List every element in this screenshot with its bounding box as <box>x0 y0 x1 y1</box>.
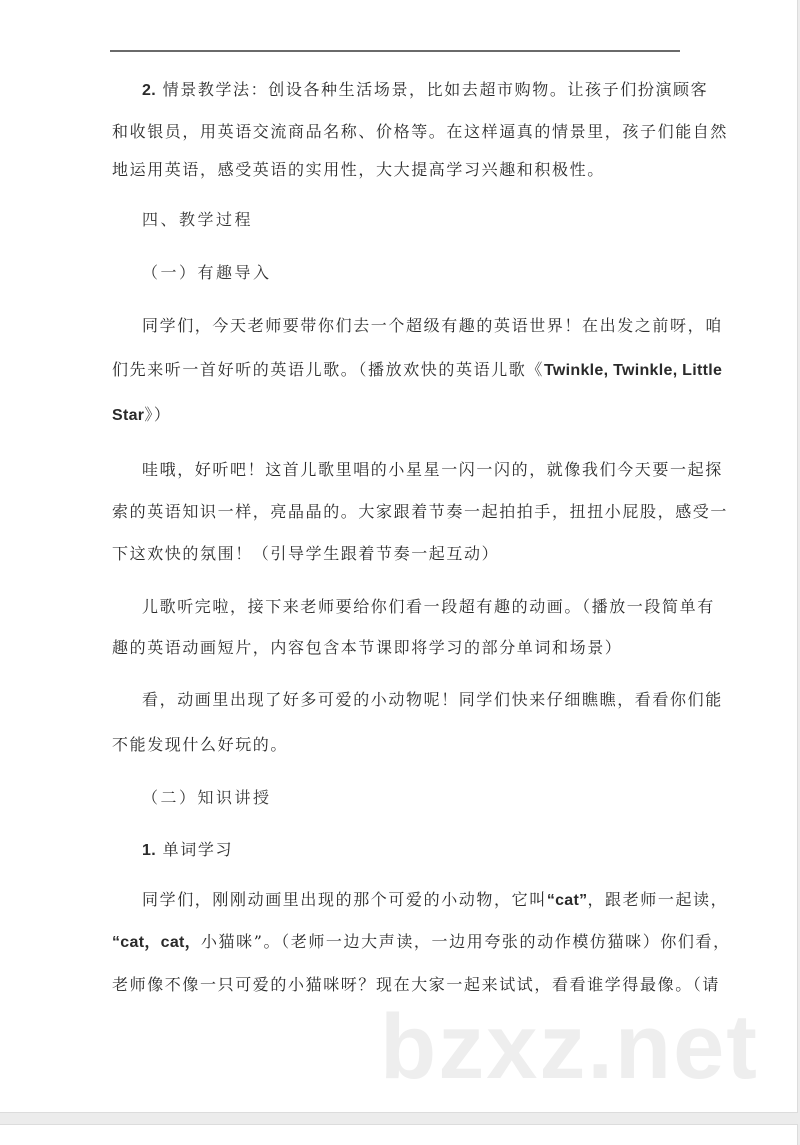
list-number: 2. <box>142 82 156 99</box>
watermark: bzxz.net <box>380 996 759 1098</box>
subsection-heading: （一）有趣导入 <box>142 263 272 282</box>
paragraph-line: 老师像不像一只可爱的小猫咪呀？现在大家一起来试试，看看谁学得最像。（请 <box>112 975 721 994</box>
paragraph-line: 索的英语知识一样，亮晶晶的。大家跟着节奏一起拍拍手，扭扭小屁股，感受一 <box>112 502 729 521</box>
vocab-word: “cat” <box>546 892 588 909</box>
list-heading: 1. 单词学习 <box>142 840 234 859</box>
paragraph-line: 儿歌听完啦，接下来老师要给你们看一段超有趣的动画。（播放一段简单有 <box>142 597 715 616</box>
paragraph-line: 同学们，刚刚动画里出现的那个可爱的小动物，它叫“cat”，跟老师一起读， <box>142 890 729 909</box>
paragraph-line: “cat，cat，小猫咪”。（老师一边大声读，一边用夸张的动作模仿猫咪）你们看， <box>112 932 731 951</box>
header-rule <box>110 50 680 52</box>
song-title: Twinkle, Twinkle, Little <box>544 362 723 379</box>
subsection-heading: （二）知识讲授 <box>142 788 272 807</box>
paragraph-line: 地运用英语，感受英语的实用性，大大提高学习兴趣和积极性。 <box>112 160 605 179</box>
paragraph-line: 不能发现什么好玩的。 <box>112 735 289 754</box>
paragraph-line: 哇哦，好听吧！这首儿歌里唱的小星星一闪一闪的，就像我们今天要一起探 <box>142 460 723 479</box>
paragraph-line: 和收银员，用英语交流商品名称、价格等。在这样逼真的情景里，孩子们能自然 <box>112 122 729 141</box>
section-heading: 四、教学过程 <box>142 210 254 229</box>
paragraph-line: 趣的英语动画短片，内容包含本节课即将学习的部分单词和场景） <box>112 638 623 657</box>
paragraph-line: 下这欢快的氛围！（引导学生跟着节奏一起互动） <box>112 544 500 563</box>
paragraph-line: 看，动画里出现了好多可爱的小动物呢！同学们快来仔细瞧瞧，看看你们能 <box>142 690 723 709</box>
paragraph-line: 2. 情景教学法：创设各种生活场景，比如去超市购物。让孩子们扮演顾客 <box>142 80 709 99</box>
paragraph-line: 们先来听一首好听的英语儿歌。（播放欢快的英语儿歌《Twinkle, Twinkle, Little <box>112 360 723 379</box>
paragraph-line: Star》） <box>112 405 172 424</box>
list-number: 1. <box>142 842 156 859</box>
next-page-edge <box>0 1124 798 1145</box>
paragraph-line: 同学们，今天老师要带你们去一个超级有趣的英语世界！在出发之前呀，咱 <box>142 316 723 335</box>
vocab-word: “cat，cat， <box>112 934 201 951</box>
